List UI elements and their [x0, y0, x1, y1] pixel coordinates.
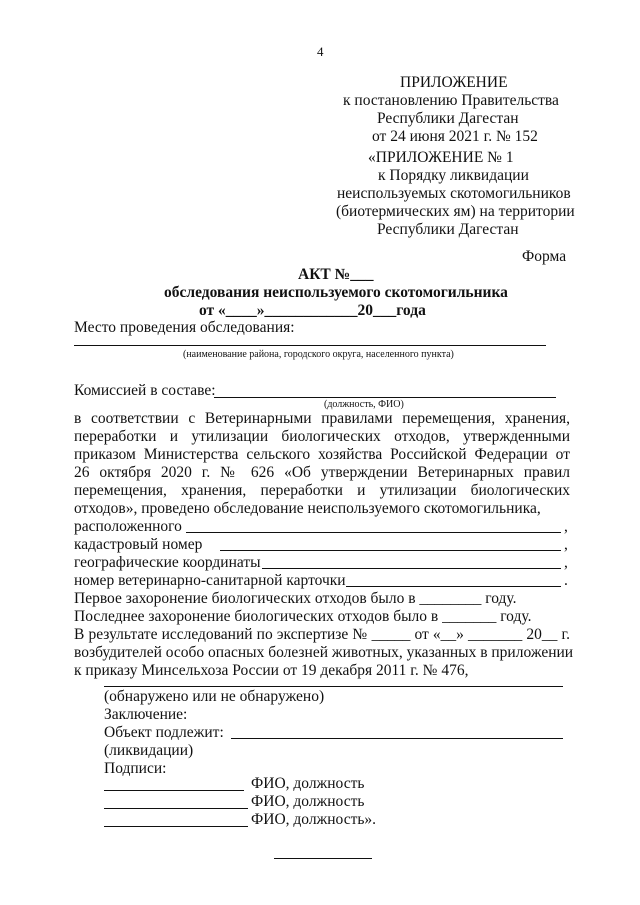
vet-card-line: [346, 586, 561, 587]
location-label: расположенного: [74, 518, 182, 535]
commission-label: Комиссией в составе:: [74, 382, 216, 399]
act-title: АКТ №___: [298, 266, 374, 283]
header-line: ПРИЛОЖЕНИЕ: [400, 74, 508, 91]
pathogens-line: к приказу Минсельхоза России от 19 декабря 2011 г. № 476,: [74, 662, 469, 679]
body-line: в соответствии с Ветеринарными правилами перемещения, хранения,: [74, 410, 570, 427]
subject-label: Объект подлежит:: [104, 724, 224, 741]
header-line: (биотермических ям) на территории: [336, 203, 575, 220]
commission-hint: (должность, ФИО): [324, 399, 404, 410]
first-burial: Первое захоронение биологических отходов было в ________ году.: [74, 590, 517, 607]
cadastral-comma: ,: [564, 536, 568, 553]
act-subject: обследования неиспользуемого скотомогильника: [164, 284, 508, 301]
signature-line: [104, 808, 248, 809]
coords-line: [262, 568, 561, 569]
body-line: перемещения, хранения, переработки и утилизации биологических: [74, 482, 570, 499]
last-burial: Последнее захоронение биологических отходов было в _______ году.: [74, 608, 532, 625]
body-line: отходов», проведено обследование неиспользуемого скотомогильника,: [74, 500, 541, 517]
closing-line: [274, 858, 372, 859]
header-line: Республики Дагестан: [377, 110, 519, 127]
coords-label: географические координаты: [74, 554, 261, 571]
place-line: [74, 345, 546, 346]
liquidation-hint: (ликвидации): [104, 742, 194, 759]
commission-line: [214, 397, 556, 398]
signatures-label: Подписи:: [104, 760, 167, 777]
signature-line: [104, 790, 244, 791]
conclusion-label: Заключение:: [104, 706, 188, 723]
expertise-line: В результате исследований по экспертизе № _____ от «__» _______ 20__ г.: [74, 626, 570, 643]
body-line: 26 октября 2020 г. № 626 «Об утверждении Ветеринарных правил: [74, 464, 570, 481]
subject-line: [231, 738, 563, 739]
found-hint: (обнаружено или не обнаружено): [104, 688, 325, 705]
header-line: «ПРИЛОЖЕНИЕ № 1: [368, 149, 514, 166]
header-line: неиспользуемых скотомогильников: [337, 185, 571, 202]
body-line: приказом Министерства сельского хозяйства Российской Федерации от: [74, 446, 570, 463]
header-line: Республики Дагестан: [377, 221, 519, 238]
signature-caption: ФИО, должность: [251, 775, 365, 792]
pathogens-line: возбудителей особо опасных болезней животных, указанных в приложении: [74, 644, 574, 661]
header-line: к постановлению Правительства: [343, 92, 559, 109]
header-line: к Порядку ликвидации: [378, 167, 529, 184]
place-label: Место проведения обследования:: [74, 319, 295, 336]
vet-card-period: .: [564, 572, 568, 589]
location-line: [186, 532, 561, 533]
header-line: от 24 июня 2021 г. № 152: [372, 128, 538, 145]
page-number: 4: [317, 44, 324, 59]
found-line: [104, 686, 563, 687]
signature-line: [104, 826, 248, 827]
signature-caption: ФИО, должность».: [251, 811, 377, 828]
signature-caption: ФИО, должность: [251, 793, 365, 810]
cadastral-line: [220, 550, 561, 551]
form-label: Форма: [522, 248, 567, 265]
cadastral-label: кадастровый номер: [74, 536, 203, 553]
place-hint: (наименование района, городского округа, населенного пункта): [183, 349, 454, 360]
act-date: от «____»____________20___года: [199, 302, 426, 319]
location-comma: ,: [564, 518, 568, 535]
coords-comma: ,: [564, 554, 568, 571]
body-line: переработки и утилизации биологических отходов, утвержденными: [74, 428, 570, 445]
vet-card-label: номер ветеринарно-санитарной карточки: [74, 572, 346, 589]
